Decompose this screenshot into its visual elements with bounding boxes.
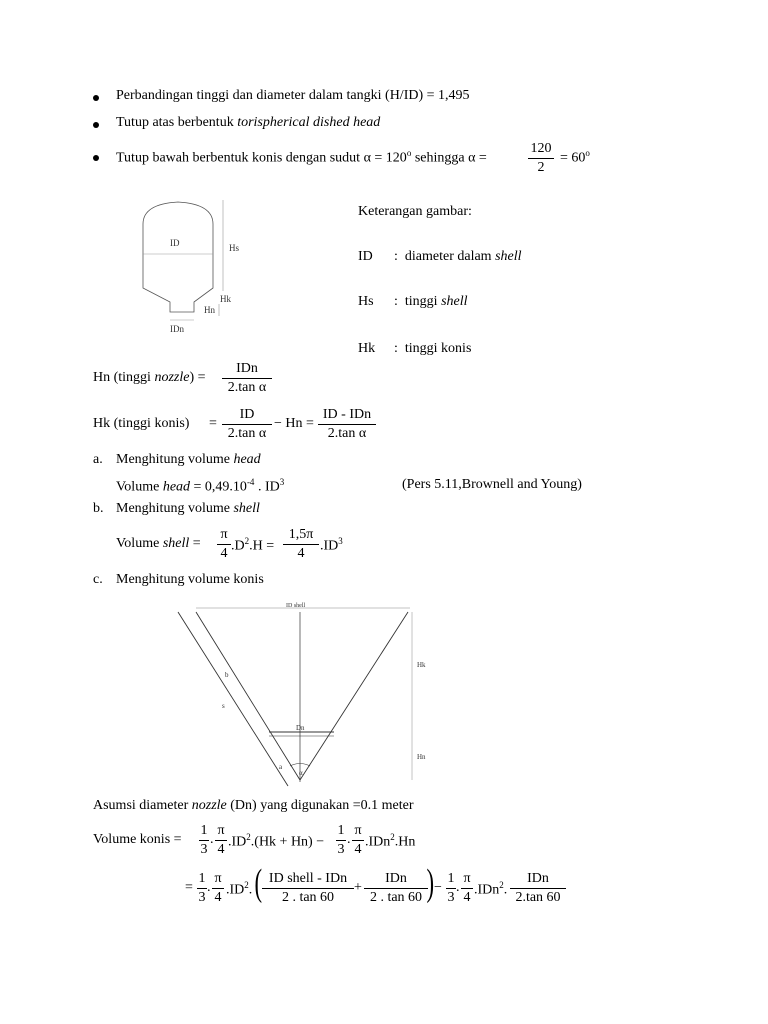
- vk2-minus: −: [434, 880, 442, 895]
- bullet-dot: [93, 122, 99, 128]
- cone-a-label: a: [279, 763, 283, 771]
- cone-dn-label: Dn: [296, 724, 305, 732]
- hn-equation-label: Hn (tinggi nozzle) =: [93, 370, 206, 385]
- vk-dot: .: [456, 880, 460, 895]
- vk2-frac-idshell: ID shell - IDn 2 . tan 60: [262, 872, 354, 905]
- item-b-title: Menghitung volume shell: [116, 501, 260, 516]
- vk2-frac-pi-4-b: π 4: [461, 872, 473, 905]
- eq-60: = $60^o$: [560, 148, 590, 166]
- vk-dot: .: [210, 832, 214, 847]
- vk-id2-hk-hn: $.ID^2.(Hk + Hn)$ −: [228, 832, 325, 850]
- cone-right: [300, 612, 408, 780]
- bullet-ratio: Perbandingan tinggi dan diameter dalam tangki (H/ID) = 1,495: [116, 88, 470, 103]
- tank-outline: [143, 202, 213, 312]
- tank-diagram: [130, 196, 240, 342]
- vk2-close-paren: ): [426, 862, 435, 904]
- hk-equation-label: Hk (tinggi konis): [93, 416, 190, 431]
- vk-frac-1-3-b: 1 3: [337, 823, 345, 857]
- vk-frac-pi-4: π 4: [215, 824, 227, 857]
- cone-hk-label: Hk: [417, 661, 426, 669]
- cone-b-label: b: [225, 671, 229, 679]
- vk-frac-1-3: 1 3: [200, 823, 208, 857]
- vk2-plus: +: [354, 880, 362, 895]
- item-c-title: Menghitung volume konis: [116, 572, 264, 587]
- tank-hn-label: Hn: [204, 305, 215, 315]
- tank-id-label: ID: [170, 238, 180, 248]
- cone-alpha-label: α: [299, 769, 303, 777]
- volume-shell-label: Volume shell =: [116, 536, 201, 551]
- bullet-dot: [93, 155, 99, 161]
- item-b-letter: b.: [93, 501, 104, 516]
- bullet-dot: [93, 95, 99, 101]
- hk-equals: =: [209, 416, 217, 431]
- assumption-text: Asumsi diameter nozzle (Dn) yang digunakan =0.1 meter: [93, 798, 414, 813]
- cone-outer-left: [178, 612, 288, 786]
- legend-row-id: ID: [358, 249, 373, 264]
- vk2-frac-idn-tan: IDn 2.tan 60: [510, 872, 566, 905]
- vk2-idn2: .IDn$^2$.: [474, 880, 508, 898]
- cone-left: [196, 612, 300, 780]
- vk2-frac-1-3-b: 1 3: [447, 871, 455, 905]
- tank-idn-label: IDn: [170, 324, 184, 334]
- vk2-frac-1-3: 1 3: [198, 871, 206, 905]
- hk-fraction-2: ID - IDn 2.tan α: [318, 408, 376, 441]
- vk-frac-pi-4-b: π 4: [352, 824, 364, 857]
- legend-row-hk: Hk: [358, 341, 376, 356]
- bullet-cone-head: Tutup bawah berbentuk konis dengan sudut $\alpha = 120^o$ sehingga α =: [116, 148, 487, 166]
- hk-fraction-1: ID 2.tan α: [222, 408, 272, 441]
- shell-d2h: $.D^2.H$ =: [231, 536, 275, 554]
- vk-dot: .: [207, 880, 211, 895]
- vk-dot: .: [347, 832, 351, 847]
- vk-idn2-hn: .IDn$^2$.Hn: [365, 832, 416, 850]
- cone-s-label: s: [222, 702, 225, 710]
- volume-cone-label: Volume konis =: [93, 832, 182, 847]
- legend-row-hs: Hs: [358, 294, 374, 309]
- tank-hk-label: Hk: [220, 294, 231, 304]
- vk2-id2: $.ID^2$.: [226, 880, 253, 898]
- reference-text: (Pers 5.11,Brownell and Young): [402, 477, 582, 492]
- item-a-letter: a.: [93, 452, 103, 467]
- volume-head-formula: Volume head = $0,49.10^{-4}$ . $ID^3$: [116, 477, 285, 495]
- shell-frac-pi4: π 4: [217, 528, 231, 561]
- cone-diagram: [176, 598, 436, 792]
- vk2-open-paren: (: [254, 862, 263, 904]
- shell-frac-15pi: 1,5π 4: [283, 528, 319, 561]
- tank-hs-label: Hs: [229, 243, 240, 253]
- fraction-120-over-2: 120 2: [528, 142, 554, 175]
- shell-id3: $.ID^3$: [320, 536, 343, 554]
- vk2-frac-pi-4: π 4: [212, 872, 224, 905]
- item-c-letter: c.: [93, 572, 103, 587]
- legend-title: Keterangan gambar:: [358, 204, 472, 219]
- hk-minus-hn: − Hn =: [274, 416, 314, 431]
- item-a-title: Menghitung volume head: [116, 452, 261, 467]
- hn-fraction: IDn 2.tan α: [222, 362, 272, 395]
- bullet-top-head: Tutup atas berbentuk torispherical dished head: [116, 115, 381, 130]
- cone-hn-label: Hn: [417, 753, 426, 761]
- vk2-equals: =: [185, 880, 193, 895]
- vk2-frac-idn: IDn 2 . tan 60: [364, 872, 428, 905]
- legend-row-hs-desc: : tinggi shell: [394, 294, 468, 309]
- legend-row-hk-desc: : tinggi konis: [394, 341, 472, 356]
- cone-id-shell-label: ID shell: [286, 603, 306, 609]
- legend-row-id-desc: : diameter dalam shell: [394, 249, 522, 264]
